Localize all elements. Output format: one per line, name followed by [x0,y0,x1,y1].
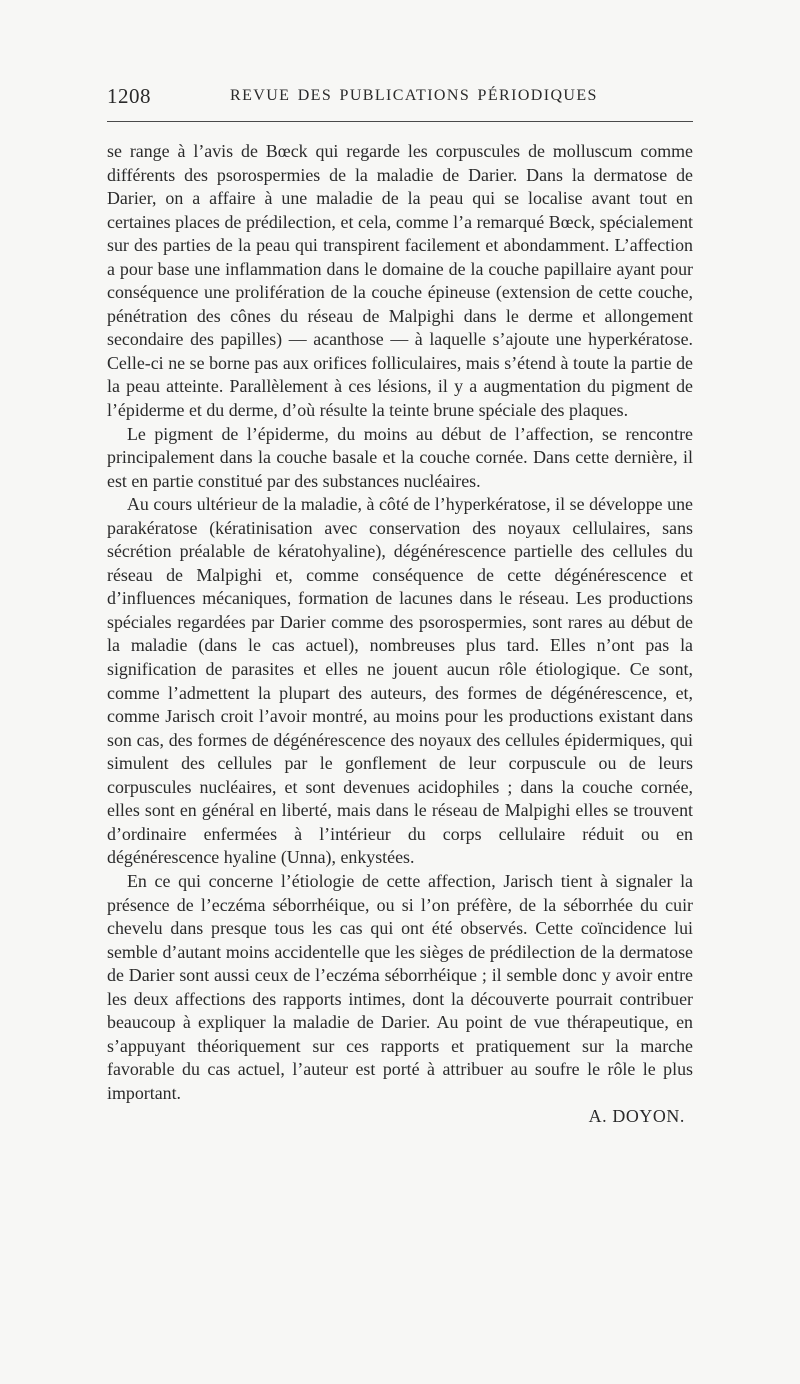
paragraph-2: Le pigment de l’épiderme, du moins au début de l’affection, se rencontre principalement dans la couche basale et la couche cornée. Dans cette dernière, il est en partie constitué par des substances nucléaires. [107,423,693,491]
paragraph-3: Au cours ultérieur de la maladie, à côté de l’hyperkératose, il se développe une parakératose (kératinisation avec conservation des noyaux cellulaires, sans sécrétion préalable de kératohyaline), dégénérescence partielle des cellules du réseau de Malpighi et, comme conséquence de cette dégénérescence et d’influences mécaniques, formation de lacunes dans le réseau. Les productions spéciales regardées par Darier comme des psorospermies, sont rares au début de la maladie (dans le cas actuel), nombreuses plus tard. Elles n’ont pas la signification de parasites et elles ne jouent aucun rôle étiologique. Ce sont, comme l’admettent la plupart des auteurs, des formes de dégénérescence, et, comme Jarisch croit l’avoir montré, au moins pour les productions existant dans son cas, des formes de dégénérescence des noyaux des cellules épidermiques, qui simulent des cellules par le gonflement de leur corpuscule ou de leurs corpuscules nucléaires, et sont devenues acidophiles ; dans la couche cornée, elles sont en général en liberté, mais dans le réseau de Malpighi elles se trouvent d’ordinaire enfermées à l’intérieur du corps cellulaire réduit ou en dégénérescence hyaline (Unna), enkystées. [107,494,693,868]
running-title: REVUE DES PUBLICATIONS PÉRIODIQUES [230,87,598,104]
article-body [107,140,693,1129]
page-number: 1208 [107,84,151,108]
header-rule [107,121,693,122]
paragraph-4: En ce qui concerne l’étiologie de cette affection, Jarisch tient à signaler la présence de l’eczéma séborrhéique, ou si l’on préfère, de la séborrhée du cuir chevelu dans presque tous les cas qui ont été observés. Cette coïncidence lui semble d’autant moins accidentelle que les sièges de prédilection de la dermatose de Darier sont aussi ceux de l’eczéma séborrhéique ; il semble donc y avoir entre les deux affections des rapports intimes, dont la découverte pourrait contribuer beaucoup à expliquer la maladie de Darier. Au point de vue thérapeutique, en s’appuyant théoriquement sur ces rapports et pratiquement sur la marche favorable du cas actuel, l’auteur est porté à attribuer au soufre le rôle le plus important. [107,870,693,1103]
author-signature: A. DOYON. [588,1106,685,1127]
paragraph-1: se range à l’avis de Bœck qui regarde les corpuscules de molluscum comme différents des psorospermies de la maladie de Darier. Dans la dermatose de Darier, on a affaire à une maladie de la peau qui se localise avant tout en certaines places de prédilection, et cela, comme l’a remarqué Bœck, spécialement sur des parties de la peau qui transpirent facilement et abondamment. L’affection a pour base une inflammation dans le domaine de la couche papillaire ayant pour conséquence une prolifération de la couche épineuse (extension de cette couche, pénétration des cônes du réseau de Malpighi dans le derme et allongement secondaire des papilles) — acanthose — à laquelle s’ajoute une hyperkératose. Celle-ci ne se borne pas aux orifices folliculaires, mais s’étend à toute la partie de la peau atteinte. Parallèlement à ces lésions, il y a augmentation du pigment de l’épiderme et du derme, d’où résulte la teinte brune spéciale des plaques. [107,141,693,421]
page-header [107,84,693,110]
